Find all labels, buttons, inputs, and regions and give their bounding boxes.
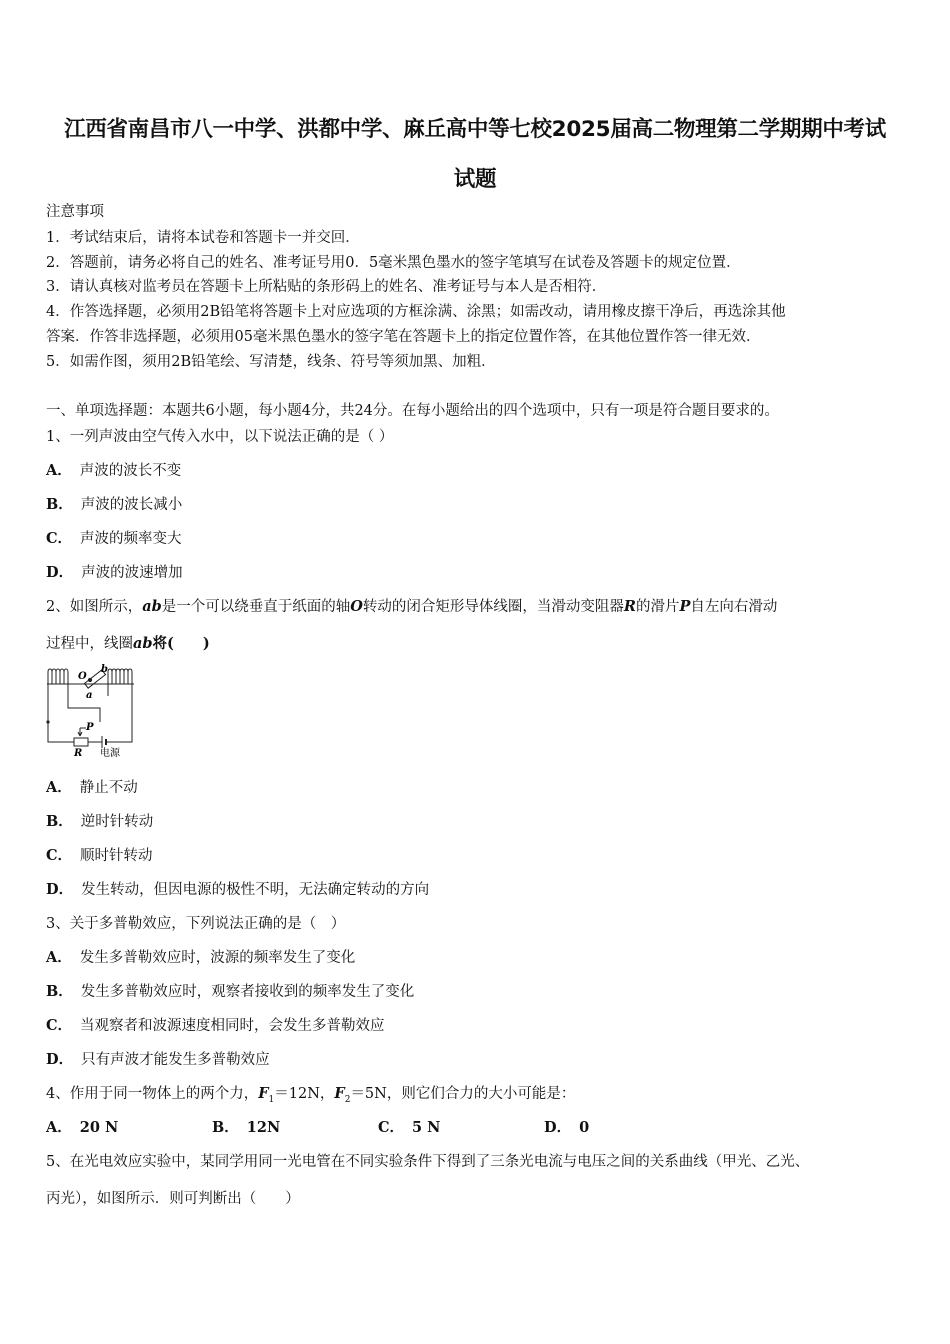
label-a: a [86, 690, 93, 701]
page-title-continued: 试题 [453, 167, 497, 192]
label-power-source: 电源 [100, 748, 120, 759]
q2-option-b: B． 逆时针转动 [46, 813, 154, 830]
q3-option-a: A． 发生多普勒效应时，波源的频率发生了变化 [46, 949, 356, 966]
q2-option-a: A． 静止不动 [46, 779, 138, 796]
q3-stem: 3、关于多普勒效应，下列说法正确的是（ ） [46, 916, 346, 932]
notice-item-3: 3．请认真核对监考员在答题卡上所粘贴的条形码上的姓名、准考证号与本人是否相符． [46, 279, 607, 295]
section-heading: 一、单项选择题：本题共6小题，每小题4分，共24分。在每小题给出的四个选项中，只有一项是符合题目要求的。 [46, 403, 779, 419]
notice-item-4: 4．作答选择题，必须用2B铅笔将答题卡上对应选项的方框涂满、涂黑；如需改动，请用橡皮擦干净后，再选涂其他 [46, 304, 786, 320]
right-coil [108, 669, 132, 684]
left-coil [48, 669, 68, 684]
q2-stem-continued: 过程中，线圈ab将( ) [46, 635, 210, 652]
q2-stem: 2、如图所示，ab是一个可以绕垂直于纸面的轴O转动的闭合矩形导体线圈，当滑动变阻器R的滑片P自左向右滑动 [46, 598, 778, 615]
junction-dot [46, 720, 49, 723]
q1-stem: 1、一列声波由空气传入水中，以下说法正确的是（ ） [46, 429, 394, 445]
notice-item-5: 5．如需作图，须用2B铅笔绘、写清楚，线条、符号等须加黑、加粗． [46, 354, 496, 370]
q1-option-b: B． 声波的波长减小 [46, 496, 183, 513]
q3-option-b: B． 发生多普勒效应时，观察者接收到的频率发生了变化 [46, 983, 415, 1000]
q3-option-d: D． 只有声波才能发生多普勒效应 [46, 1051, 270, 1068]
q1-option-c: C． 声波的频率变大 [46, 530, 182, 547]
notice-heading: 注意事项 [46, 204, 104, 220]
q2-circuit-figure [44, 664, 144, 760]
page-title: 江西省南昌市八一中学、洪都中学、麻丘高中等七校2025届高二物理第二学期期中考试 [64, 117, 886, 142]
q5-stem-continued: 丙光），如图所示．则可判断出（ ） [46, 1191, 300, 1207]
q1-option-a: A． 声波的波长不变 [46, 462, 182, 479]
label-b: b [101, 664, 108, 675]
q2-option-d: D． 发生转动，但因电源的极性不明，无法确定转动的方向 [46, 881, 430, 898]
q4-option-a: A． 20 N [46, 1119, 119, 1136]
power-source [100, 736, 116, 748]
notice-item-2: 2．答题前，请务必将自己的姓名、准考证号用0．5毫米黑色墨水的签字笔填写在试卷及答题卡的规定位置． [46, 255, 741, 271]
label-o: O [78, 671, 87, 682]
q4-option-c: C． 5 N [378, 1119, 441, 1136]
q4-option-d: D． 0 [544, 1119, 590, 1136]
q1-option-d: D． 声波的波速增加 [46, 564, 183, 581]
q4-options [46, 1118, 710, 1138]
notice-item-4-continued: 答案．作答非选择题，必须用05毫米黑色墨水的签字笔在答题卡上的指定位置作答，在其他位置作答一律无效． [46, 329, 761, 345]
q4-stem: 4、作用于同一物体上的两个力，$F_1=12N$，$F_2=5N$，则它们合力的大小可能是： [46, 1085, 576, 1105]
q5-stem: 5、在光电效应实验中，某同学用同一光电管在不同实验条件下得到了三条光电流与电压之间的关系曲线（甲光、乙光、 [46, 1154, 810, 1170]
q2-option-c: C． 顺时针转动 [46, 847, 153, 864]
label-r: R [74, 748, 83, 759]
label-p: P [86, 722, 94, 733]
q3-option-c: C． 当观察者和波源速度相同时，会发生多普勒效应 [46, 1017, 385, 1034]
notice-item-1: 1．考试结束后，请将本试卷和答题卡一并交回． [46, 230, 360, 246]
q4-option-b: B． 12N [212, 1119, 281, 1136]
